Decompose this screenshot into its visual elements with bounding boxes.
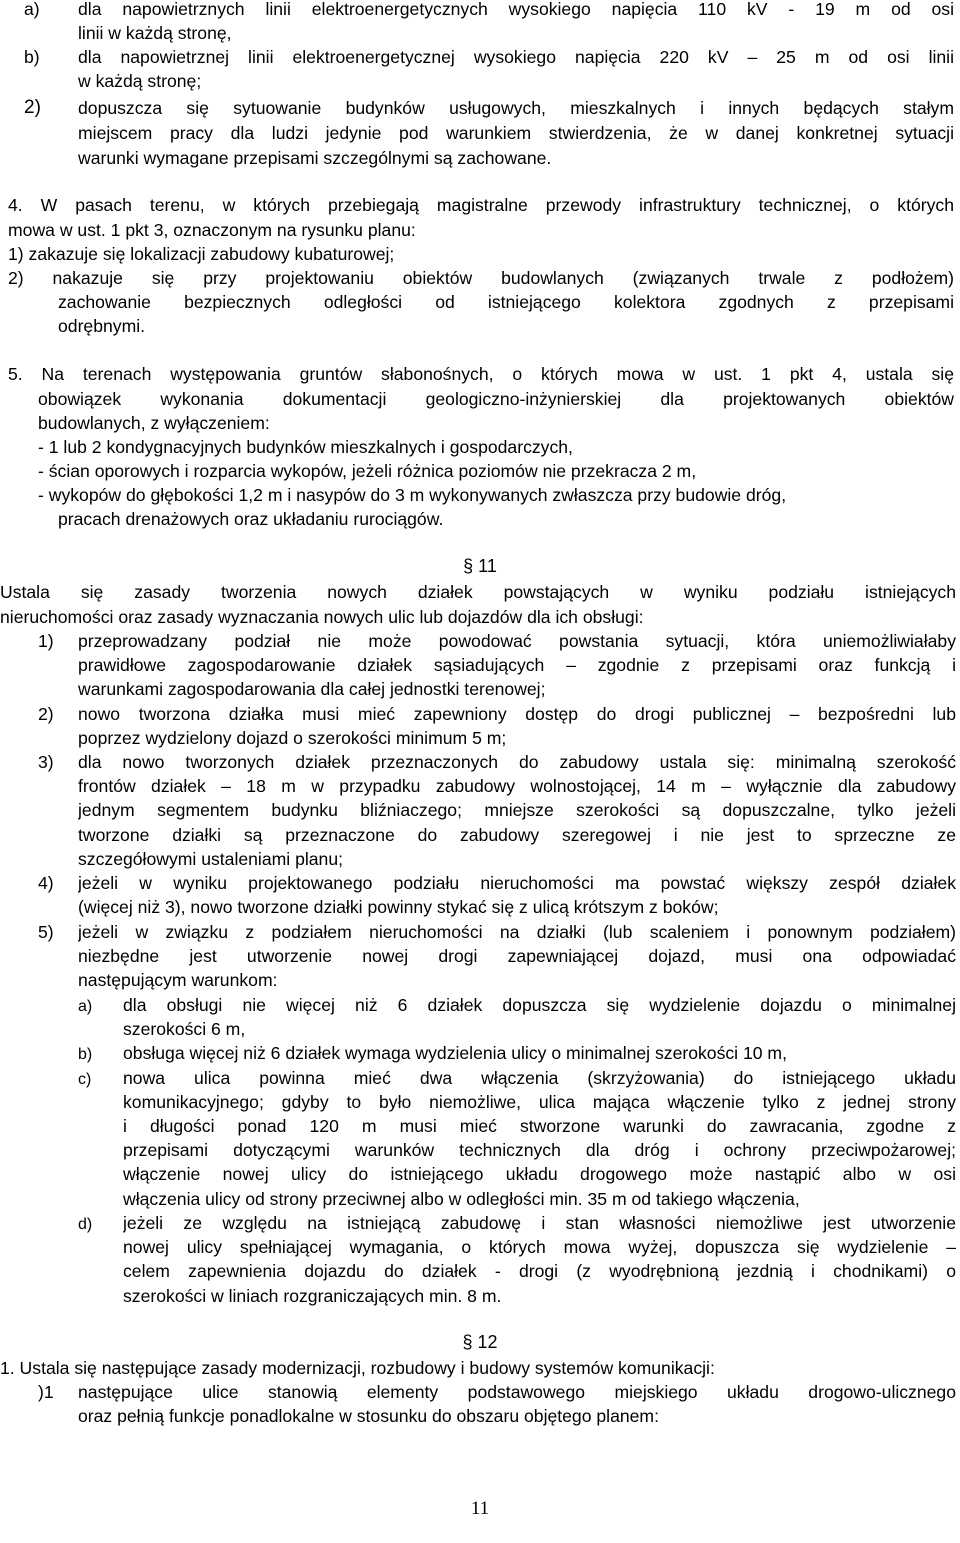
text-line: 2) nakazuje się przy projektowaniu obiektów budowlanych (związanych trwale z podłożem) bbox=[8, 268, 954, 288]
item-label: )1 bbox=[38, 1382, 54, 1402]
item-label: 2) bbox=[24, 97, 41, 118]
text-line: dla napowietrznych linii elektroenergetycznych wysokiego napięcia 110 kV - 19 m od osi bbox=[78, 0, 954, 19]
text-line: dopuszcza się sytuowanie budynków usługowych, mieszkalnych i innych będących stałym bbox=[78, 98, 954, 118]
text-line: obowiązek wykonania dokumentacji geologiczno-inżynierskiej dla projektowanych obiektów bbox=[38, 389, 954, 409]
text-line: obsługa więcej niż 6 działek wymaga wydzielenia ulicy o minimalnej szerokości 10 m, bbox=[123, 1043, 787, 1063]
text-line: szczegółowymi ustaleniami planu; bbox=[78, 849, 344, 869]
text-line: szerokości w liniach rozgraniczających min. 8 m. bbox=[123, 1286, 502, 1306]
text-line: (więcej niż 3), nowo tworzone działki powinny stykać się z ulicą krótszym z boków; bbox=[78, 897, 719, 917]
item-label: 1) bbox=[38, 631, 54, 651]
subitem-label: c) bbox=[78, 1071, 92, 1088]
text-line: jednym segmentem budynku bliźniaczego; mniejsze szerokości są dopuszczalne, tylko jeżeli bbox=[78, 800, 956, 820]
text-line: - 1 lub 2 kondygnacyjnych budynków mieszkalnych i gospodarczych, bbox=[38, 437, 573, 457]
text-line: frontów działek – 18 m w przypadku zabudowy wolnostojącej, 14 m – wyłącznie dla zabudowy bbox=[78, 776, 956, 796]
text-line: Ustala się zasady tworzenia nowych działek powstających w wyniku podziału istniejących bbox=[0, 582, 956, 602]
text-line: odrębnymi. bbox=[58, 316, 146, 336]
text-line: oraz pełnią funkcje ponadlokalne w stosunku do obszaru objętego planem: bbox=[78, 1406, 659, 1426]
item-label: b) bbox=[24, 47, 40, 67]
item-label: 3) bbox=[38, 752, 54, 772]
item-label: 5) bbox=[38, 922, 54, 942]
text-line: włączenie nowej ulicy do istniejącego układu drogowego może nastąpić albo w osi bbox=[123, 1164, 956, 1184]
text-line: przeprowadzany podział nie może powodować powstania sytuacji, która uniemożliwiałaby bbox=[78, 631, 956, 651]
text-line: pracach drenażowych oraz układaniu rurociągów. bbox=[58, 509, 444, 529]
text-line: w każdą stronę; bbox=[78, 71, 202, 91]
text-line: tworzone działki są przeznaczone do zabudowy szeregowej i nie jest to sprzeczne ze bbox=[78, 825, 956, 845]
text-line: i długości ponad 120 m musi mieć stworzone warunki do zawracania, zgodne z bbox=[123, 1116, 956, 1136]
text-line: mowa w ust. 1 pkt 3, oznaczonym na rysunku planu: bbox=[8, 220, 416, 240]
item-label: 4) bbox=[38, 873, 54, 893]
subitem-label: a) bbox=[78, 998, 93, 1015]
text-line: jeżeli w wyniku projektowanego podziału nieruchomości ma powstać większy zespół działek bbox=[78, 873, 956, 893]
text-line: 1) zakazuje się lokalizacji zabudowy kubaturowej; bbox=[8, 244, 395, 264]
text-line: nowa ulica powinna mieć dwa włączenia (skrzyżowania) do istniejącego układu bbox=[123, 1068, 956, 1088]
item-label: 2) bbox=[38, 704, 54, 724]
text-line: nowo tworzona działka musi mieć zapewniony dostęp do drogi publicznej – bezpośredni lub bbox=[78, 704, 956, 724]
text-line: nowej ulicy spełniającej wymagania, o których mowa wyżej, dopuszcza się wydzielenie – bbox=[123, 1237, 956, 1257]
section-12-heading: § 12 bbox=[462, 1332, 498, 1352]
text-line: 5. Na terenach występowania gruntów słabonośnych, o których mowa w ust. 1 pkt 4, ustala się bbox=[8, 364, 954, 384]
text-line: warunki wymagane przepisami szczególnymi są zachowane. bbox=[78, 148, 552, 168]
text-line: przepisami dotyczącymi warunków technicznych dla dróg i ochrony przeciwpożarowej; bbox=[123, 1140, 956, 1160]
page-number: 11 bbox=[470, 1498, 490, 1519]
text-line: budowlanych, z wyłączeniem: bbox=[38, 413, 270, 433]
text-line: - wykopów do głębokości 1,2 m i nasypów do 3 m wykonywanych zwłaszcza przy budowie dróg, bbox=[38, 485, 787, 505]
text-line: 1. Ustala się następujące zasady modernizacji, rozbudowy i budowy systemów komunikacji: bbox=[0, 1358, 715, 1378]
text-line: jeżeli w związku z podziałem nieruchomości na działki (lub scaleniem i ponownym podziałem) bbox=[78, 922, 956, 942]
text-line: niezbędne jest utworzenie nowej drogi zapewniającej dojazd, musi ona odpowiadać bbox=[78, 946, 956, 966]
text-line: jeżeli ze względu na istniejącą zabudowę i stan własności niemożliwe jest utworzenie bbox=[123, 1213, 956, 1233]
text-line: nieruchomości oraz zasady wyznaczania nowych ulic lub dojazdów dla ich obsługi: bbox=[0, 607, 644, 627]
text-line: dla obsługi nie więcej niż 6 działek dopuszcza się wydzielenie dojazdu o minimalnej bbox=[123, 995, 956, 1015]
text-line: dla napowietrznej linii elektroenergetycznej wysokiego napięcia 220 kV – 25 m od osi linii bbox=[78, 47, 954, 67]
text-line: prawidłowe zagospodarowanie działek sąsiadujących – zgodnie z przepisami oraz funkcją i bbox=[78, 655, 956, 675]
text-line: następującym warunkom: bbox=[78, 970, 278, 990]
text-line: linii w każdą stronę, bbox=[78, 23, 232, 43]
text-line: warunkami zagospodarowania dla całej jednostki terenowej; bbox=[78, 679, 546, 699]
text-line: dla nowo tworzonych działek przeznaczonych do zabudowy ustala się: minimalną szerokość bbox=[78, 752, 956, 772]
text-line: poprzez wydzielony dojazd o szerokości minimum 5 m; bbox=[78, 728, 507, 748]
text-line: włączenia ulicy od strony przeciwnej albo w odległości min. 35 m od takiego włączenia, bbox=[123, 1189, 800, 1209]
text-line: miejscem pracy dla ludzi jedynie pod warunkiem stwierdzenia, że w danej konkretnej sytuacji bbox=[78, 123, 954, 143]
text-line: 4. W pasach terenu, w których przebiegają magistralne przewody infrastruktury technicznej, o których bbox=[8, 195, 954, 215]
text-line: komunikacyjnego; gdyby to było niemożliwe, ulica mająca włączenie tylko z jednej strony bbox=[123, 1092, 956, 1112]
text-line: zachowanie bezpiecznych odległości od istniejącego kolektora zgodnych z przepisami bbox=[58, 292, 954, 312]
text-line: celem zapewnienia dojazdu do działek - drogi (z wyodrębnioną jezdnią i chodnikami) o bbox=[123, 1261, 956, 1281]
section-11-heading: § 11 bbox=[463, 556, 497, 576]
text-line: - ścian oporowych i rozparcia wykopów, jeżeli różnica poziomów nie przekracza 2 m, bbox=[38, 461, 697, 481]
subitem-label: b) bbox=[78, 1046, 93, 1063]
item-label: a) bbox=[24, 0, 40, 19]
subitem-label: d) bbox=[78, 1216, 93, 1233]
text-line: następujące ulice stanowią elementy podstawowego miejskiego układu drogowo-ulicznego bbox=[78, 1382, 956, 1402]
text-line: szerokości 6 m, bbox=[123, 1019, 246, 1039]
